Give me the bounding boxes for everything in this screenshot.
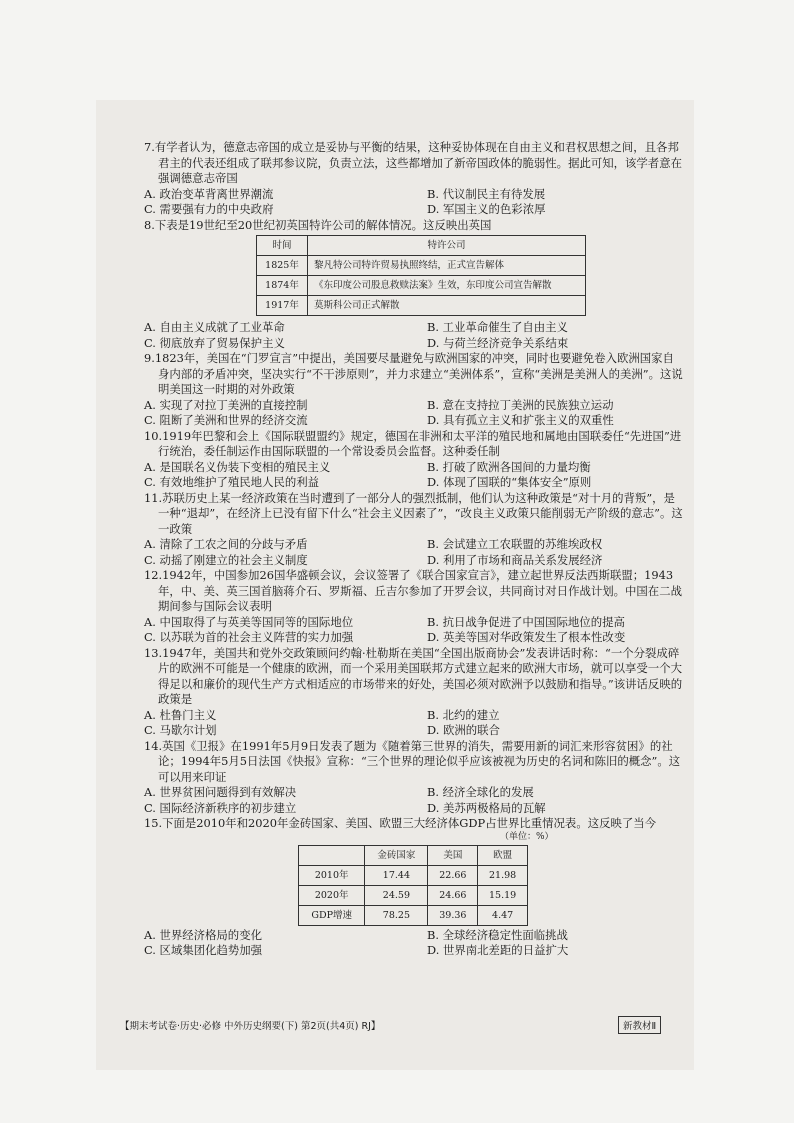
table-cell: 1874年 [257, 276, 308, 296]
option-d: D. 美苏两极格局的瓦解 [427, 800, 546, 815]
option-d: D. 利用了市场和商品关系发展经济 [427, 552, 603, 567]
table-header-company: 特许公司 [308, 236, 586, 256]
table-cell: 39.36 [428, 905, 478, 925]
option-b: B. 抗日战争促进了中国国际地位的提高 [427, 614, 625, 629]
option-d: D. 具有孤立主义和扩张主义的双重性 [427, 413, 614, 427]
options [144, 187, 684, 218]
option-d: D. 与荷兰经济竞争关系结束 [427, 335, 569, 350]
gdp-share-table [298, 845, 528, 926]
option-a: A. 杜鲁门主义 [144, 707, 217, 722]
option-a: A. 实现了对拉丁美洲的直接控制 [144, 397, 308, 412]
option-b: B. 意在支持拉丁美洲的民族独立运动 [427, 397, 614, 412]
option-c: C. 动摇了刚建立的社会主义制度 [144, 552, 308, 567]
table-header-usa: 美国 [428, 845, 478, 865]
question-9 [144, 351, 684, 429]
table-cell: 2010年 [299, 865, 365, 885]
table-cell: 15.19 [478, 885, 528, 905]
question-stem: 14.英国《卫报》在1991年5月9日发表了题为《随着第三世界的消失，需要用新的词汇来形容贫困》的社论；1994年5月5日法国《快报》宣称：“三个世界的理论似乎应该被视为历史的名词和陈旧的概念”。这可以用来印证 [144, 738, 681, 784]
option-c: C. 阻断了美洲和世界的经济交流 [144, 413, 308, 427]
edition-badge: 新教材Ⅱ [618, 1016, 661, 1034]
charter-company-table [256, 235, 586, 316]
exam-paper [96, 100, 694, 1070]
option-a: A. 自由主义成就了工业革命 [144, 320, 285, 334]
option-d: D. 军国主义的色彩浓厚 [427, 202, 546, 216]
options [144, 928, 684, 959]
options [144, 460, 684, 491]
table-header-brics: 金砖国家 [365, 845, 428, 865]
table-cell: 78.25 [365, 905, 428, 925]
option-d: D. 欧洲的联合 [427, 723, 500, 737]
table-row [257, 256, 586, 276]
question-8 [144, 218, 684, 352]
option-c: C. 国际经济新秩序的初步建立 [144, 800, 297, 815]
table-header-time: 时间 [257, 236, 308, 256]
question-stem: 15.下面是2010年和2020年金砖国家、美国、欧盟三大经济体GDP占世界比重情况表。这反映了当今 [144, 816, 657, 830]
option-c: C. 马歇尔计划 [144, 723, 217, 737]
options [144, 785, 684, 816]
question-stem: 12.1942年，中国参加26国华盛顿会议，会议签署了《联合国家宣言》，建立起世界反法西斯联盟；1943年，中、美、英三国首脑蒋介石、罗斯福、丘吉尔参加了开罗会议，共同商讨对日作战计划。中国在二战期间参与国际会议表明 [144, 568, 682, 613]
question-7 [144, 140, 684, 218]
question-stem: 9.1823年，美国在“门罗宣言”中提出，美国要尽量避免与欧洲国家的冲突，同时也要避免卷入欧洲国家自身内部的矛盾冲突，坚决实行“不干涉原则”，并力求建立“美洲体系”，宣称“美洲是美洲人的美洲”。这说明美国这一时期的对外政策 [144, 351, 683, 396]
table-cell: 24.59 [365, 885, 428, 905]
footer-text: 【期末考试卷·历史·必修 中外历史纲要(下) 第2页(共4页) RJ】 [120, 1021, 381, 1032]
table-cell: 莫斯科公司正式解散 [308, 296, 586, 316]
question-12 [144, 568, 684, 646]
option-c: C. 区域集团化趋势加强 [144, 943, 263, 957]
options [144, 398, 684, 429]
question-11 [144, 491, 684, 569]
option-c: C. 需要强有力的中央政府 [144, 202, 274, 216]
option-a: A. 清除了工农之间的分歧与矛盾 [144, 537, 308, 551]
table-cell: 黎凡特公司特许贸易执照终结，正式宣告解体 [308, 256, 586, 276]
table-row [257, 276, 586, 296]
table-cell: 17.44 [365, 865, 428, 885]
option-c: C. 彻底放弃了贸易保护主义 [144, 335, 285, 350]
option-a: A. 世界贫困问题得到有效解决 [144, 785, 297, 799]
option-d: D. 英美等国对华政策发生了根本性改变 [427, 630, 626, 644]
options [144, 537, 684, 568]
table-row [299, 905, 528, 925]
question-stem: 7.有学者认为，德意志帝国的成立是妥协与平衡的结果，这种妥协体现在自由主义和君权思想之间，且各邦君主的代表还组成了联邦参议院，负责立法，这些都增加了新帝国政体的脆弱性。据此可知，该学者意在强调德意志帝国 [144, 140, 682, 185]
option-b: B. 北约的建立 [427, 707, 500, 722]
option-b: B. 经济全球化的发展 [427, 785, 534, 799]
table-header-corner [299, 845, 365, 865]
question-15 [144, 816, 684, 959]
question-list [144, 140, 684, 959]
option-b: B. 打破了欧洲各国间的力量均衡 [427, 459, 591, 474]
table-row [257, 296, 586, 316]
question-stem: 13.1947年，美国共和党外交政策顾问约翰·杜勒斯在美国“全国出版商协会”发表讲话时称：“一个分裂成碎片的欧洲不可能是一个健康的欧洲，而一个采用美国联邦方式建立起来的欧洲大市场，就可以享受一个大得足以和廉价的现代生产方式相适应的市场带来的好处，美国必须对欧洲予以鼓励和指导。”该讲话反映的政策是 [144, 645, 683, 706]
table-cell: 1825年 [257, 256, 308, 276]
table-row [299, 865, 528, 885]
options [144, 320, 684, 351]
option-d: D. 世界南北差距的日益扩大 [427, 943, 569, 957]
options [144, 708, 684, 739]
table-cell: 21.98 [478, 865, 528, 885]
table-header-eu: 欧盟 [478, 845, 528, 865]
option-d: D. 体现了国联的“集体安全”原则 [427, 475, 592, 489]
option-a: A. 是国联名义伪装下变相的殖民主义 [144, 459, 331, 474]
table-cell: 22.66 [428, 865, 478, 885]
table-cell: 24.66 [428, 885, 478, 905]
table-row [299, 885, 528, 905]
table-cell: 《东印度公司股息救赎法案》生效，东印度公司宣告解散 [308, 276, 586, 296]
option-b: B. 会试建立工农联盟的苏维埃政权 [427, 537, 603, 551]
option-b: B. 全球经济稳定性面临挑战 [427, 927, 568, 942]
table-cell: 4.47 [478, 905, 528, 925]
option-c: C. 以苏联为首的社会主义阵营的实力加强 [144, 630, 354, 644]
option-c: C. 有效地维护了殖民地人民的利益 [144, 475, 320, 489]
question-stem: 8.下表是19世纪至20世纪初英国特许公司的解体情况。这反映出英国 [144, 217, 492, 232]
options [144, 615, 684, 646]
table-cell: 1917年 [257, 296, 308, 316]
question-10 [144, 429, 684, 491]
option-a: A. 中国取得了与英美等国同等的国际地位 [144, 614, 354, 629]
option-a: A. 世界经济格局的变化 [144, 927, 262, 942]
question-stem: 11.苏联历史上某一经济政策在当时遭到了一部分人的强烈抵制，他们认为这种政策是“对十月的背叛”，是一种“退却”，在经济上已没有留下什么“社会主义因素了”，“改良主义政策只能削弱无产阶级的意志”。这一政策 [144, 490, 683, 536]
question-stem: 10.1919年巴黎和会上《国际联盟盟约》规定，德国在非洲和太平洋的殖民地和属地由国联委任“先进国”进行统治，委任制运作由国际联盟的一个常设委员会监督。这种委任制 [144, 428, 682, 458]
option-b: B. 代议制民主有待发展 [427, 186, 546, 201]
table-unit: （单位：%） [500, 831, 554, 842]
option-a: A. 政治变革背离世界潮流 [144, 186, 274, 201]
question-13 [144, 646, 684, 739]
question-14 [144, 739, 684, 817]
table-cell: 2020年 [299, 885, 365, 905]
option-b: B. 工业革命催生了自由主义 [427, 320, 568, 334]
table-cell: GDP增速 [299, 905, 365, 925]
